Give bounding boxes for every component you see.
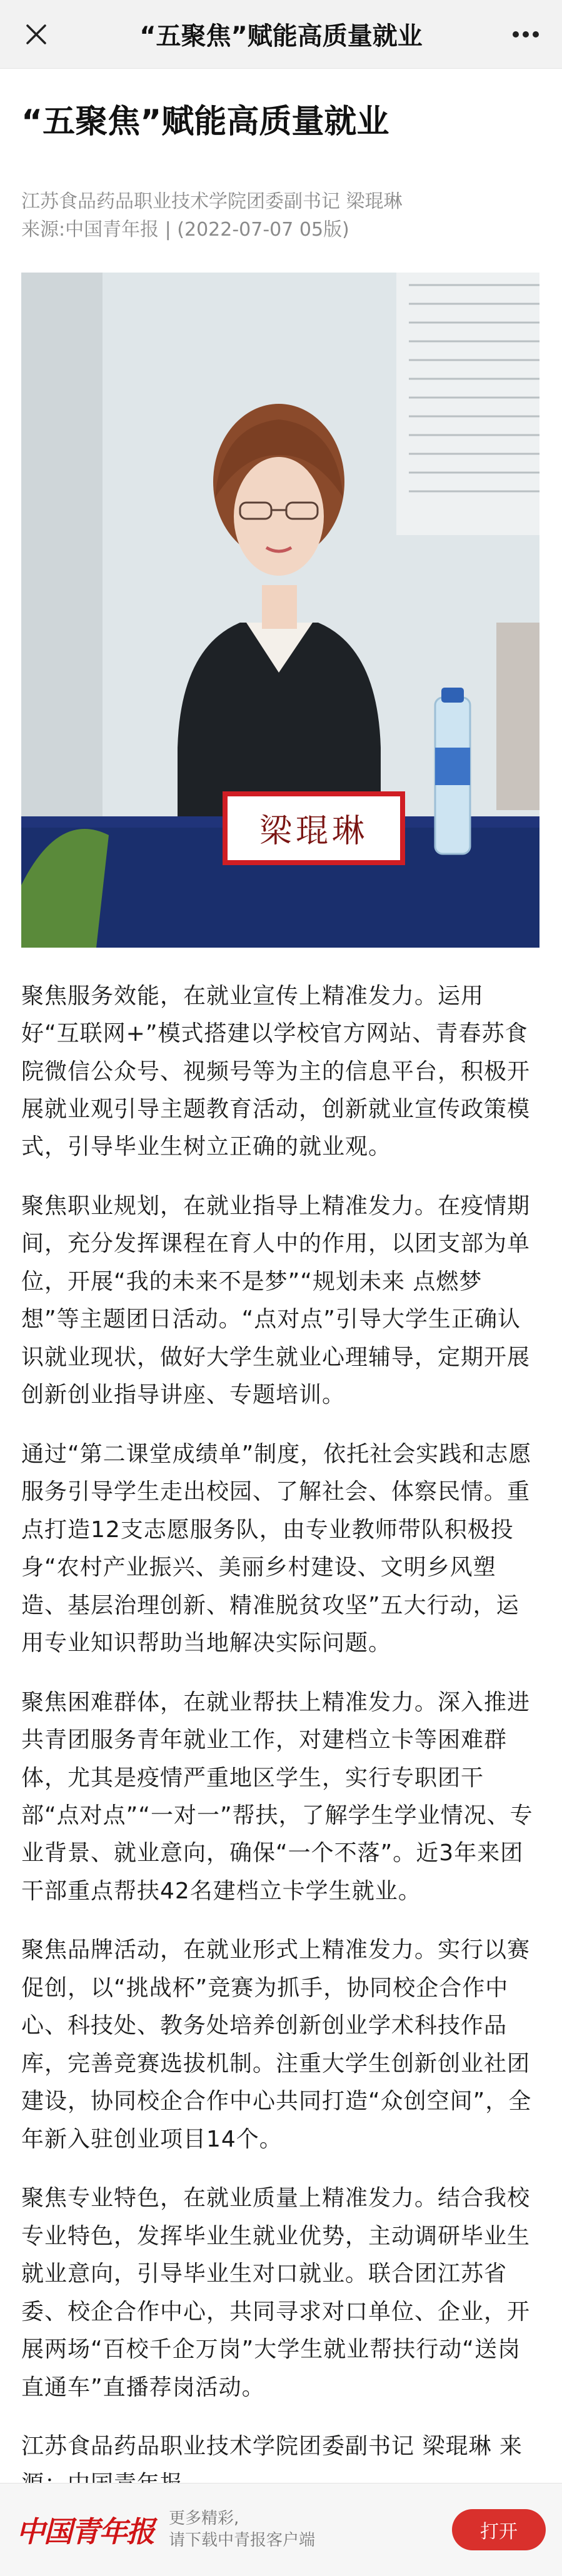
- paragraph: 聚焦职业规划，在就业指导上精准发力。在疫情期间，充分发挥课程在育人中的作用，以团支部为单位，开展“我的未来不是梦”“规划未来 点燃梦想”等主题团日活动。“点对点”引导大学生正确认识就业现状，做好大学生就业心理辅导，定期开展创新创业指导讲座、专题培训。: [21, 1193, 531, 1408]
- article-title: “五聚焦”赋能高质量就业: [21, 103, 389, 141]
- article-body: [21, 978, 541, 2503]
- app-download-banner: [0, 2483, 562, 2576]
- article: [0, 101, 562, 2503]
- newspaper-logo: 中国青年报: [16, 2515, 154, 2548]
- promo-line-2: 请下载中青报客户端: [169, 2531, 316, 2550]
- top-bar: [0, 0, 562, 69]
- promo-line-1: 更多精彩,: [169, 2508, 239, 2528]
- open-app-button[interactable]: 打开: [452, 2509, 546, 2550]
- byline-paragraph: 江苏食品药品职业技术学院团委副书记 梁琨琳 来: [21, 2433, 523, 2459]
- paragraph: 聚焦服务效能，在就业宣传上精准发力。运用好“互联网+”模式搭建以学校官方网站、青春苏食院微信公众号、视频号等为主的信息平台，积极开展就业观引导主题教育活动，创新就业宣传政策模式，引导毕业生树立正确的就业观。: [21, 983, 531, 1160]
- nameplate-text: 梁琨琳: [259, 813, 368, 851]
- topbar-title: “五聚焦”赋能高质量就业: [139, 22, 423, 51]
- article-photo: [21, 273, 539, 948]
- paragraph: 通过“第二课堂成绩单”制度，依托社会实践和志愿服务引导学生走出校园、了解社会、体察民情。重点打造12支志愿服务队，由专业教师带队积极投身“农村产业振兴、美丽乡村建设、文明乡风塑造、基层治理创新、精准脱贫攻坚”五大行动，运用专业知识帮助当地解决实际问题。: [21, 1441, 532, 1656]
- source-line: 来源:中国青年报 | (2022-07-07 05版): [21, 218, 349, 241]
- promo-text: [169, 2508, 315, 2552]
- close-icon[interactable]: [16, 14, 56, 54]
- paragraph: 聚焦品牌活动，在就业形式上精准发力。实行以赛促创，以“挑战杯”竞赛为抓手，协同校企合作中心、科技处、教务处培养创新创业学术科技作品库，完善竞赛选拔机制。注重大学生创新创业社团建设，协同校企合作中心共同打造“众创空间”，全年新入驻创业项目14个。: [21, 1937, 532, 2152]
- paragraph: 聚焦专业特色，在就业质量上精准发力。结合我校专业特色，发挥毕业生就业优势，主动调研毕业生就业意向，引导毕业生对口就业。联合团江苏省委、校企合作中心，共同寻求对口单位、企业，开展两场“百校千企万岗”大学生就业帮扶行动“送岗直通车”直播荐岗活动。: [21, 2185, 531, 2400]
- paragraph: 聚焦困难群体，在就业帮扶上精准发力。深入推进共青团服务青年就业工作，对建档立卡等困难群体，尤其是疫情严重地区学生，实行专职团干部“点对点”“一对一”帮扶，了解学生学业情况、专业背景、就业意向，确保“一个不落”。近3年来团干部重点帮扶42名建档立卡学生就业。: [21, 1689, 533, 1904]
- author-line: 江苏食品药品职业技术学院团委副书记 梁琨琳: [21, 190, 403, 213]
- more-icon[interactable]: [506, 14, 546, 54]
- nameplate: [223, 791, 405, 865]
